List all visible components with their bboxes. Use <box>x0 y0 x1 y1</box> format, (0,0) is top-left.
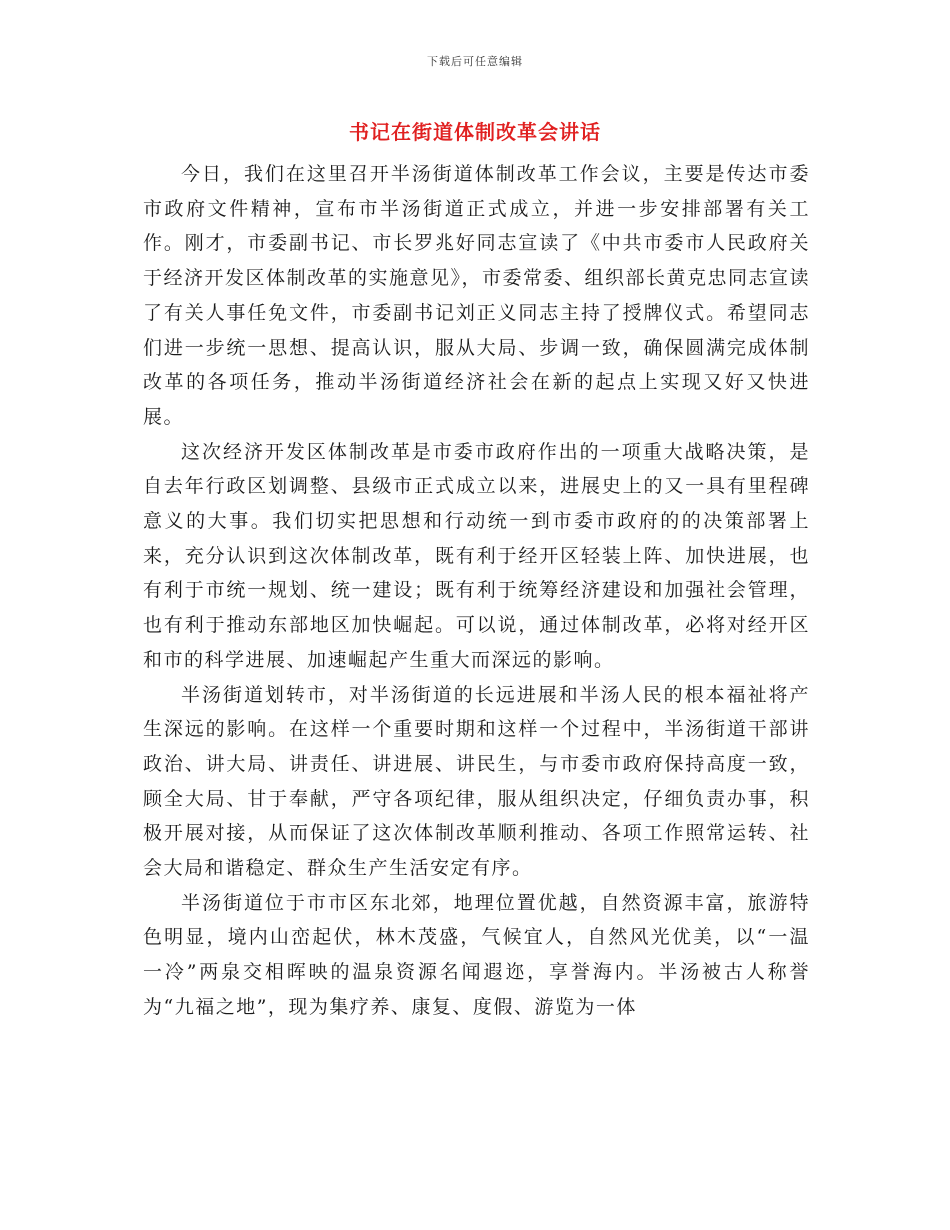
paragraph-2: 这次经济开发区体制改革是市委市政府作出的一项重大战略决策，是自去年行政区划调整、县级市正式成立以来，进展史上的又一具有里程碑意义的大事。我们切实把思想和行动统一到市委市政府的的决策部署上来，充分认识到这次体制改革，既有利于经开区轻装上阵、加快进展，也有利于市统一规划、统一建设；既有利于统筹经济建设和加强社会管理，也有利于推动东部地区加快崛起。可以说，通过体制改革，必将对经开区和市的科学进展、加速崛起产生重大而深远的影响。 <box>143 440 810 671</box>
page-header-note: 下载后可任意编辑 <box>427 55 523 68</box>
paragraph-3: 半汤街道划转市，对半汤街道的长远进展和半汤人民的根本福祉将产生深远的影响。在这样一个重要时期和这样一个过程中，半汤街道干部讲政治、讲大局、讲责任、讲进展、讲民生，与市委市政府保持高度一致，顾全大局、甘于奉献，严守各项纪律，服从组织决定，仔细负责办事，积极开展对接，从而保证了这次体制改革顺利推动、各项工作照常运转、社会大局和谐稳定、群众生产生活安定有序。 <box>143 683 810 880</box>
paragraph-4: 半汤街道位于市市区东北郊，地理位置优越，自然资源丰富，旅游特色明显，境内山峦起伏，林木茂盛，气候宜人，自然风光优美，以“一温一冷”两泉交相晖映的温泉资源名闻遐迩，享誉海内。半汤被古人称誉为“九福之地”，现为集疗养、康复、度假、游览为一体 <box>143 891 810 1018</box>
document-body <box>143 157 810 1025</box>
document-title: 书记在街道体制改革会讲话 <box>349 120 601 144</box>
paragraph-1: 今日，我们在这里召开半汤街道体制改革工作会议，主要是传达市委市政府文件精神，宣布市半汤街道正式成立，并进一步安排部署有关工作。刚才，市委副书记、市长罗兆好同志宣读了《中共市委市人民政府关于经济开发区体制改革的实施意见》，市委常委、组织部长黄克忠同志宣读了有关人事任免文件，市委副书记刘正义同志主持了授牌仪式。希望同志们进一步统一思想、提高认识，服从大局、步调一致，确保圆满完成体制改革的各项任务，推动半汤街道经济社会在新的起点上实现又好又快进展。 <box>143 163 811 428</box>
